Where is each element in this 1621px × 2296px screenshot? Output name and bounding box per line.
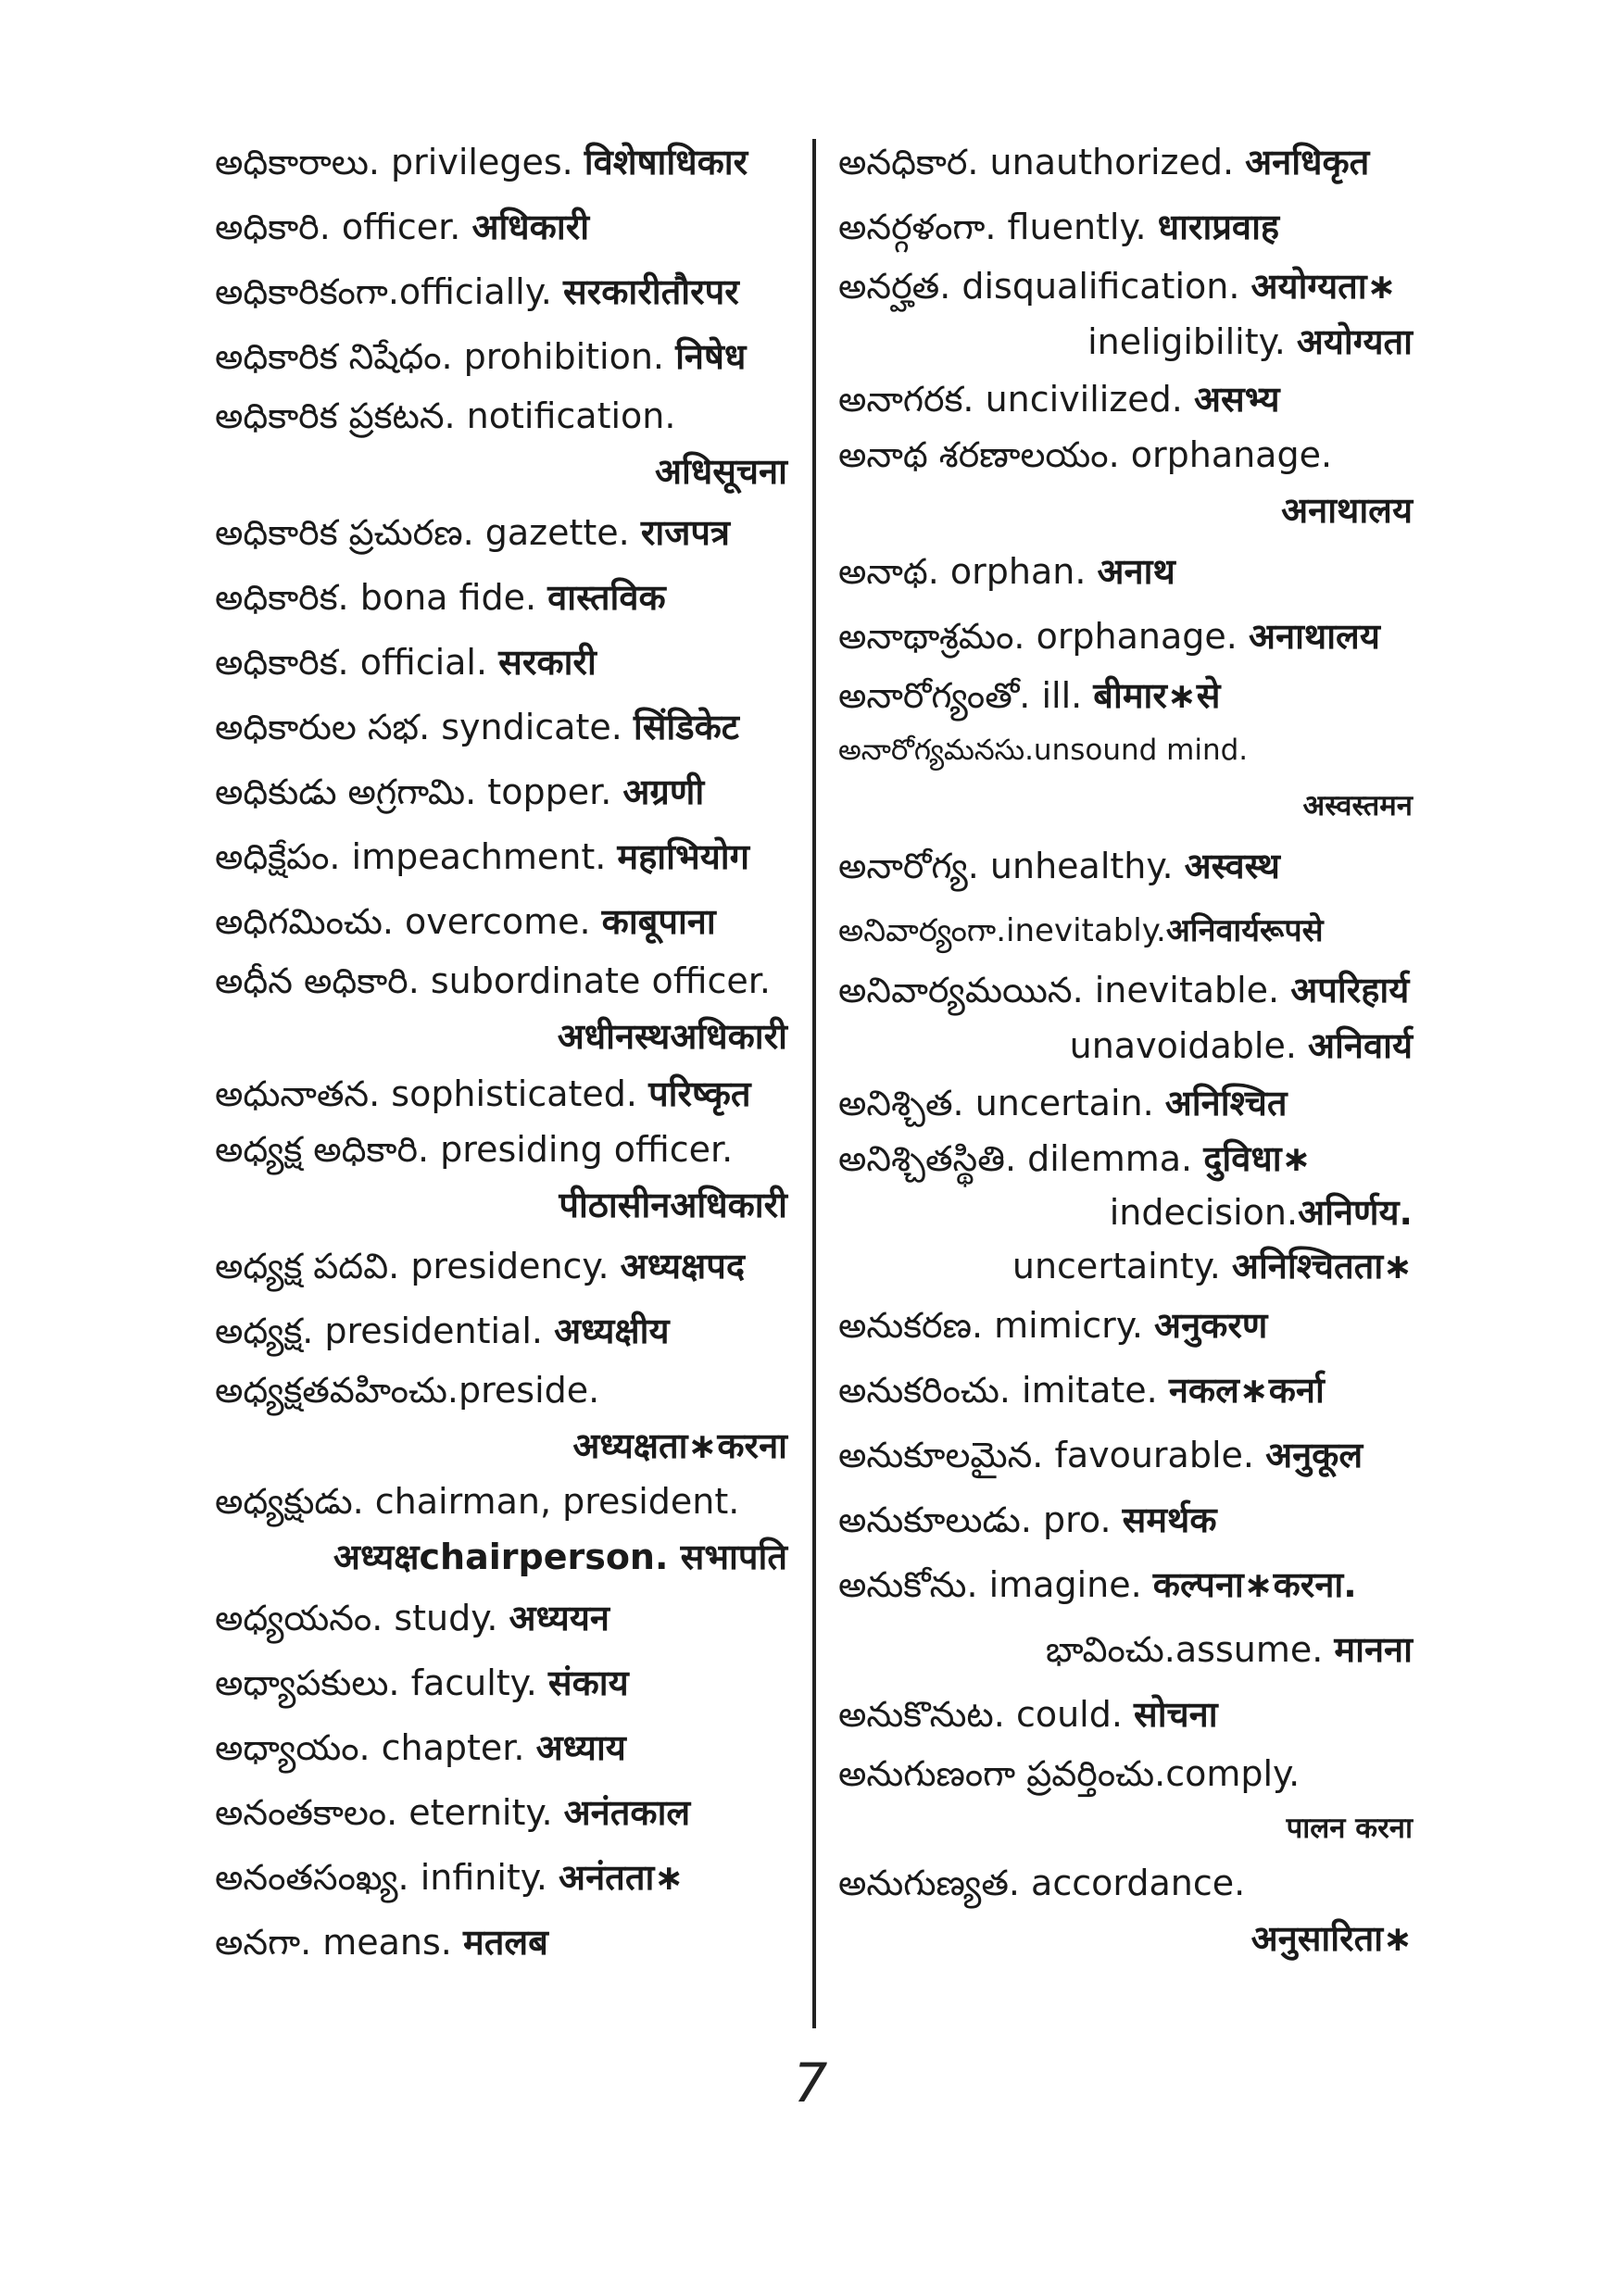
entry: అధికారికంగా.officially. सरकारीतौरपर <box>215 271 739 312</box>
entry: అధ్యక్షుడు. chairman, president. <box>215 1481 740 1522</box>
entry: అనంతసంఖ్య. infinity. अनंतता∗ <box>215 1857 685 1898</box>
entry: అనుకరణ. mimicry. अनुकरण <box>838 1305 1268 1346</box>
entry: అనర్గళంగా. fluently. धाराप्रवाह <box>838 207 1280 247</box>
entry-continuation: uncertainty. अनिश्चितता∗ <box>1012 1246 1413 1286</box>
entry: అనివార్యంగా.inevitably.अनिवार्यरूपसे <box>838 912 1324 949</box>
entry-continuation: अनाथालय <box>1281 490 1413 531</box>
entry: అనుకూలమైన. favourable. अनुकूल <box>838 1435 1363 1475</box>
entry: అనుకొనుట. could. सोचना <box>838 1694 1218 1735</box>
entry: అధికారిక ప్రకటన. notification. <box>215 395 676 436</box>
entry: అధికారాలు. privileges. विशेषाधिकार <box>215 142 748 182</box>
entry: అనిశ్చితస్థితి. dilemma. दुविधा∗ <box>838 1138 1312 1179</box>
entry: అధ్యక్ష అధికారి. presiding officer. <box>215 1129 734 1170</box>
entry: అనాథ శరణాలయం. orphanage. <box>838 434 1333 475</box>
column-divider <box>812 139 816 2028</box>
entry-continuation: पीठासीनअधिकारी <box>559 1185 787 1225</box>
entry: అనివార్యమయిన. inevitable. अपरिहार्य <box>838 970 1410 1010</box>
entry: అనారోగ్యంతో. ill. बीमार∗से <box>838 675 1221 716</box>
entry: అనుగుణ్యత. accordance. <box>838 1863 1246 1903</box>
entry: అధికారి. officer. अधिकारी <box>215 207 590 247</box>
entry-continuation: unavoidable. अनिवार्य <box>1069 1025 1413 1066</box>
entry-continuation: अध्यक्षता∗करना <box>572 1425 787 1466</box>
entry-continuation: अधिसूचना <box>655 451 787 492</box>
entry: అధికుడు అగ్రగామి. topper. अग्रणी <box>215 772 705 812</box>
left-column <box>215 130 787 1975</box>
entry: అధ్యక్షతవహించు.preside. <box>215 1370 600 1411</box>
entry-continuation: భావించు.assume. मानना <box>1045 1629 1413 1670</box>
entry: అధ్యక్ష పదవి. presidency. अध्यक्षपद <box>215 1246 746 1286</box>
entry: అధికారుల సభ. syndicate. सिंडिकेट <box>215 707 739 747</box>
entry: అనిశ్చిత. uncertain. अनिश्चित <box>838 1083 1288 1123</box>
entry: అధికారిక ప్రచురణ. gazette. राजपत्र <box>215 512 730 553</box>
entry-continuation: ineligibility. अयोग्यता <box>1087 321 1413 362</box>
entry: అనాథ. orphan. अनाथ <box>838 551 1175 592</box>
entry: అనుకోను. imagine. कल्पना∗करना. <box>838 1564 1357 1605</box>
right-column <box>838 130 1413 1967</box>
entry: అధ్యయనం. study. अध्ययन <box>215 1598 609 1638</box>
entry: అనుకరించు. imitate. नकल∗कर्ना <box>838 1370 1325 1411</box>
entry-continuation: अस्वस्तमन <box>1302 789 1413 822</box>
entry-continuation: indecision.अनिर्णय. <box>1109 1192 1413 1233</box>
entry-continuation: अध्यक्षchairperson. सभापति <box>333 1537 787 1577</box>
entry: అనారోగ్య. unhealthy. अस्वस्थ <box>838 846 1280 886</box>
entry: అధ్యక్ష. presidential. अध्यक्षीय <box>215 1311 670 1351</box>
entry-continuation: अनुसारिता∗ <box>1250 1918 1413 1959</box>
entry: అధ్యాపకులు. faculty. संकाय <box>215 1662 629 1703</box>
entry: అనుకూలుడు. pro. समर्थक <box>838 1499 1217 1540</box>
entry: అనుగుణంగా ప్రవర్తించు.comply. <box>838 1753 1301 1794</box>
entry: అనర్హత. disqualification. अयोग्यता∗ <box>838 266 1397 307</box>
entry: అనంతకాలం. eternity. अनंतकाल <box>215 1792 691 1833</box>
entry-continuation: पालन करना <box>1286 1812 1413 1845</box>
entry: అధిగమించు. overcome. काबूपाना <box>215 901 716 942</box>
entry: అనారోగ్యమనసు.unsound mind. <box>838 734 1249 767</box>
page-number: 7 <box>793 2051 828 2114</box>
entry: అధిక్షేపం. impeachment. महाभियोग <box>215 836 749 877</box>
entry-continuation: अधीनस्थअधिकारी <box>557 1016 787 1057</box>
entry: అధ్యాయం. chapter. अध्याय <box>215 1727 626 1768</box>
entry: అధికారిక. official. सरकारी <box>215 642 597 683</box>
entry: అధీన అధికారి. subordinate officer. <box>215 960 771 1001</box>
entry: అధికారిక. bona fide. वास्तविक <box>215 577 666 618</box>
entry: అనాగరక. uncivilized. असभ्य <box>838 379 1280 420</box>
entry: అనధికార. unauthorized. अनधिकृत <box>838 142 1370 182</box>
entry: అనగా. means. मतलब <box>215 1922 548 1963</box>
entry: అనాథాశ్రమం. orphanage. अनाथालय <box>838 616 1380 657</box>
entry: అధికారిక నిషేధం. prohibition. निषेध <box>215 336 747 377</box>
entry: అధునాతన. sophisticated. परिष्कृत <box>215 1073 751 1114</box>
